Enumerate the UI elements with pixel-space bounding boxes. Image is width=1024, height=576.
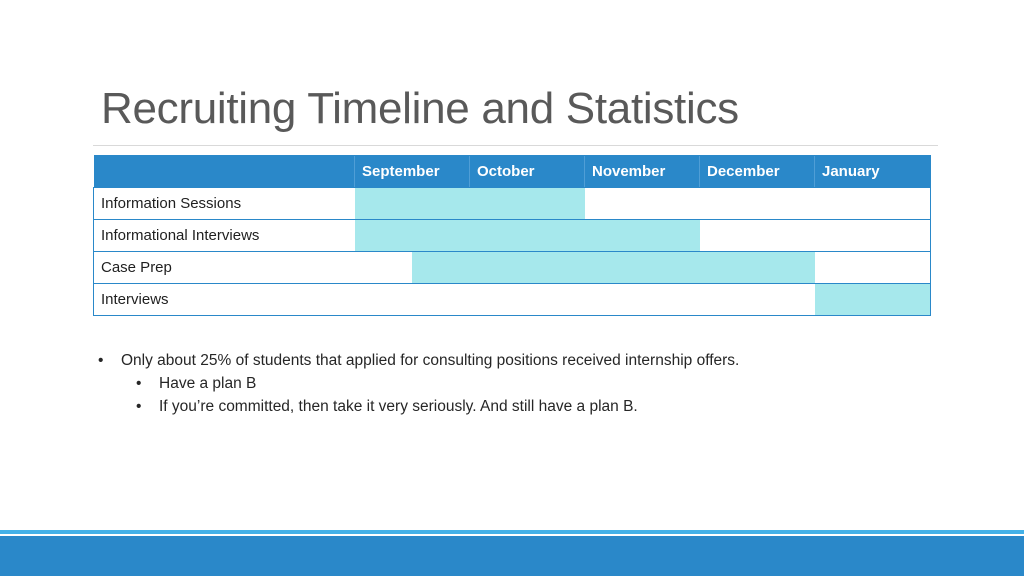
bullet-item bbox=[98, 352, 739, 375]
title-divider bbox=[93, 145, 938, 146]
activity-label: Case Prep bbox=[94, 252, 355, 284]
bullet-icon: • bbox=[136, 375, 142, 392]
slide-title: Recruiting Timeline and Statistics bbox=[101, 84, 739, 133]
month-cell-december bbox=[700, 252, 815, 284]
timeline-bar-segment bbox=[815, 284, 931, 315]
timeline-row bbox=[94, 284, 931, 316]
timeline-bar-segment bbox=[355, 188, 470, 219]
month-header-december: December bbox=[700, 156, 815, 188]
month-cell-october bbox=[470, 188, 585, 220]
timeline-row bbox=[94, 188, 931, 220]
timeline-bar-segment bbox=[355, 220, 470, 251]
timeline-table bbox=[93, 155, 931, 316]
month-cell-january bbox=[815, 188, 931, 220]
activity-label: Interviews bbox=[94, 284, 355, 316]
timeline-row bbox=[94, 220, 931, 252]
sub-bullet-item bbox=[98, 398, 739, 421]
month-cell-september bbox=[355, 284, 470, 316]
month-cell-september bbox=[355, 188, 470, 220]
activity-label: Information Sessions bbox=[94, 188, 355, 220]
timeline-corner-header bbox=[94, 156, 355, 188]
month-cell-november bbox=[585, 284, 700, 316]
month-cell-november bbox=[585, 220, 700, 252]
bullet-icon: • bbox=[136, 398, 142, 415]
month-cell-december bbox=[700, 284, 815, 316]
timeline-bar-segment bbox=[470, 252, 585, 283]
month-cell-january bbox=[815, 252, 931, 284]
month-cell-november bbox=[585, 252, 700, 284]
month-cell-december bbox=[700, 220, 815, 252]
sub-bullet-text: Have a plan B bbox=[159, 375, 257, 392]
month-header-october: October bbox=[470, 156, 585, 188]
month-cell-january bbox=[815, 220, 931, 252]
month-cell-october bbox=[470, 252, 585, 284]
month-cell-january bbox=[815, 284, 931, 316]
month-cell-november bbox=[585, 188, 700, 220]
timeline-bar-segment bbox=[470, 188, 585, 219]
bullet-icon: • bbox=[98, 352, 104, 369]
month-cell-december bbox=[700, 188, 815, 220]
footer-bar bbox=[0, 536, 1024, 576]
month-cell-september bbox=[355, 252, 470, 284]
sub-bullet-item bbox=[98, 375, 739, 398]
month-cell-october bbox=[470, 284, 585, 316]
notes-list bbox=[98, 352, 739, 421]
month-cell-october bbox=[470, 220, 585, 252]
footer-accent-line bbox=[0, 530, 1024, 534]
bullet-text: Only about 25% of students that applied for consulting positions received internship offers. bbox=[121, 352, 740, 369]
timeline-bar-segment bbox=[585, 220, 700, 251]
month-cell-september bbox=[355, 220, 470, 252]
timeline-row bbox=[94, 252, 931, 284]
activity-label: Informational Interviews bbox=[94, 220, 355, 252]
timeline-header-row bbox=[94, 156, 931, 188]
month-header-september: September bbox=[355, 156, 470, 188]
timeline-bar-segment bbox=[585, 252, 700, 283]
timeline-bar-segment bbox=[412, 252, 470, 283]
sub-bullet-text: If you’re committed, then take it very seriously. And still have a plan B. bbox=[159, 398, 638, 415]
month-header-november: November bbox=[585, 156, 700, 188]
month-header-january: January bbox=[815, 156, 931, 188]
timeline-bar-segment bbox=[470, 220, 585, 251]
timeline-bar-segment bbox=[700, 252, 815, 283]
